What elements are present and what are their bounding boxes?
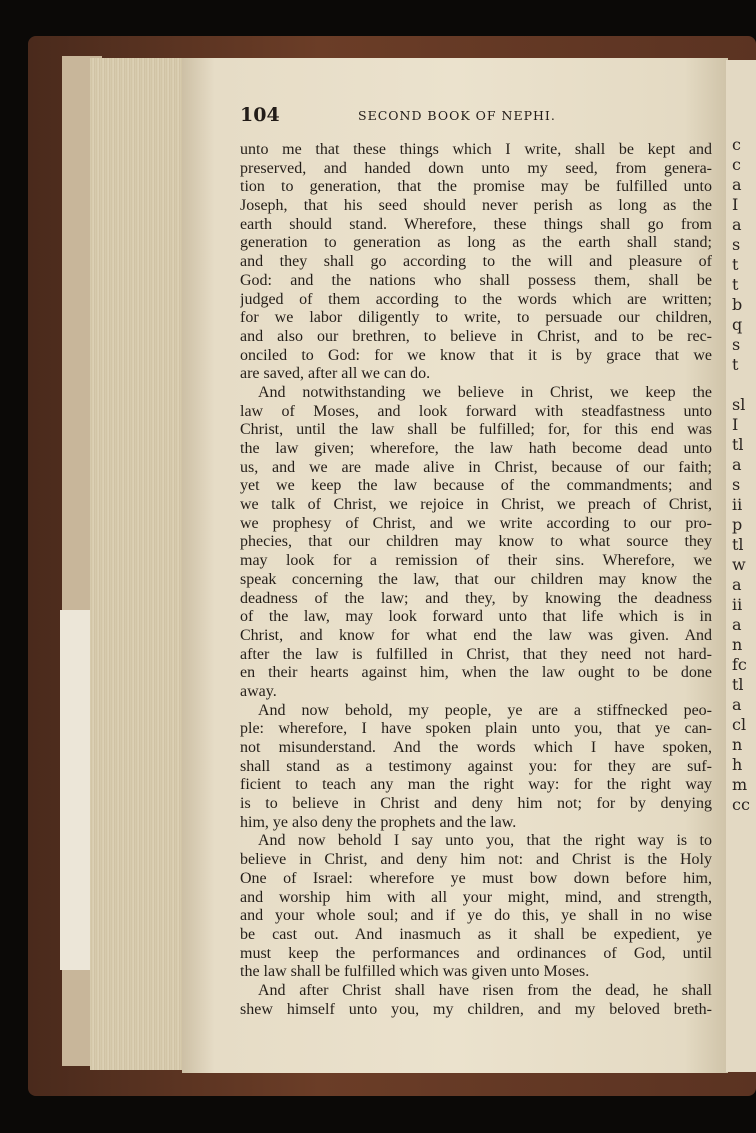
next-page-fragment (726, 375, 756, 395)
next-page-fragment: c (732, 155, 741, 174)
next-page-fragment: a (732, 455, 742, 474)
text-line: is to believe in Christ and deny him not; for by denying (240, 795, 712, 813)
text-line: and worship him with all your might, mind, and strength, (240, 888, 712, 906)
next-page-fragment: w (732, 555, 746, 574)
next-page-fragment: a (732, 175, 742, 194)
text-line: ficient to teach any man the right way: for the right way (240, 776, 712, 794)
text-line: onciled to God: for we know that it is by grace that we (240, 346, 712, 364)
text-line: be cast out. And inasmuch as it shall be expedient, ye (240, 925, 712, 943)
text-line: we prophesy of Christ, and we write according to our pro- (240, 514, 712, 532)
right-page-edge (726, 60, 756, 1072)
next-page-fragment: b (732, 295, 743, 314)
next-page-fragment: a (732, 575, 742, 594)
next-page-fragment: I (732, 195, 739, 214)
next-page-fragment: a (732, 695, 742, 714)
next-page-fragment: s (732, 335, 741, 354)
text-line: en their hearts against him, when the law ought to be done (240, 664, 712, 682)
body-text (240, 141, 712, 1019)
next-page-fragment: I (732, 415, 739, 434)
text-line: may look for a remission of their sins. Wherefore, we (240, 552, 712, 570)
text-line: tion to generation, that the promise may be fulfilled unto (240, 178, 712, 196)
text-line: law of Moses, and look forward with steadfastness unto (240, 402, 712, 420)
text-line: after the law is fulfilled in Christ, that they need not hard- (240, 645, 712, 663)
text-line: earth should stand. Wherefore, these things shall go from (240, 215, 712, 233)
next-page-fragment: sl (732, 395, 746, 414)
next-page-fragment: s (732, 235, 741, 254)
text-line: we talk of Christ, we rejoice in Christ, we preach of Christ, (240, 496, 712, 514)
next-page-fragment: h (732, 755, 743, 774)
text-line: believe in Christ, and deny him not: and Christ is the Holy (240, 851, 712, 869)
text-line: shew himself unto you, my children, and my beloved breth- (240, 1000, 712, 1018)
text-line: the law shall be fulfilled which was given unto Moses. (240, 963, 590, 981)
text-line: must keep the performances and ordinances of God, until (240, 944, 712, 962)
text-line: shall stand as a testimony against you: for they are suf- (240, 757, 712, 775)
text-line: not misunderstand. And the words which I have spoken, (240, 739, 712, 756)
next-page-fragment: m (732, 775, 748, 794)
next-page-fragment: p (732, 515, 743, 534)
text-line: Joseph, that his seed should never perish as long as the (240, 197, 712, 215)
text-line: And now behold, my people, ye are a stiffnecked peo- (258, 701, 712, 719)
text-line: us, and we are made alive in Christ, because of our faith; (240, 458, 712, 476)
text-line: And after Christ shall have risen from the dead, he shall (258, 981, 712, 999)
text-line: the law given; wherefore, the law hath become dead unto (240, 440, 712, 457)
text-line: deadness of the law; and they, by knowing the deadness (240, 589, 712, 607)
text-line: And now behold I say unto you, that the right way is to (258, 832, 712, 850)
next-page-fragment: s (732, 475, 741, 494)
text-line: and also our brethren, to believe in Christ, and to be rec- (240, 327, 712, 345)
text-line: judged of them according to the words which are written; (240, 290, 712, 308)
next-page-fragment: q (732, 315, 743, 334)
text-line: One of Israel: wherefore ye must bow down before him, (240, 869, 712, 887)
next-page-fragment: n (732, 735, 743, 754)
text-line: phecies, that our children may know to what source they (240, 533, 712, 551)
next-page-fragment: tl (732, 675, 744, 694)
next-page-fragment: ii (732, 595, 743, 614)
next-page-fragment: fc (732, 655, 747, 674)
next-page-fragment: t (732, 355, 739, 374)
text-line: and they shall go according to the will and pleasure of (240, 253, 712, 271)
text-line: ple: wherefore, I have spoken plain unto you, that ye can- (240, 720, 712, 738)
text-line: yet we keep the law because of the commandments; and (240, 477, 712, 495)
next-page-fragment: tl (732, 435, 744, 454)
text-line: away. (240, 682, 277, 700)
text-line: of the law, may look forward unto that life which is in (240, 608, 712, 626)
text-line: for we labor diligently to write, to persuade our children, (240, 309, 712, 327)
text-line: Christ, until the law shall be fulfilled; for, for this end was (240, 421, 712, 439)
next-page-fragment: a (732, 215, 742, 234)
text-line: are saved, after all we can do. (240, 365, 431, 383)
page-header (240, 104, 712, 130)
running-title: SECOND BOOK OF NEPHI. (358, 108, 556, 123)
text-line: him, ye also deny the prophets and the law. (240, 813, 517, 831)
page-edges (90, 58, 187, 1070)
page-number: 104 (240, 104, 280, 126)
next-page-fragment: cl (732, 715, 747, 734)
spacer (726, 60, 756, 135)
next-page-fragment: c (732, 135, 741, 154)
text-line: God: and the nations who shall possess them, shall be (240, 271, 712, 289)
text-line: preserved, and handed down unto my seed, from genera- (240, 159, 712, 177)
text-line: unto me that these things which I write, shall be kept and (240, 141, 712, 158)
next-page-fragment: t (732, 275, 739, 294)
next-page-fragment: t (732, 255, 739, 274)
next-page-fragment: cc (732, 795, 750, 814)
text-line: generation to generation as long as the earth shall stand; (240, 234, 712, 252)
text-line: and your whole soul; and if ye do this, ye shall in no wise (240, 907, 712, 925)
text-line: speak concerning the law, that our children may know the (240, 570, 712, 588)
text-line: Christ, and know for what end the law was given. And (240, 626, 712, 644)
next-page-fragment: n (732, 635, 743, 654)
next-page-fragment: ii (732, 495, 743, 514)
next-page-fragment: tl (732, 535, 744, 554)
next-page-fragment: a (732, 615, 742, 634)
text-line: And notwithstanding we believe in Christ, we keep the (258, 383, 712, 401)
